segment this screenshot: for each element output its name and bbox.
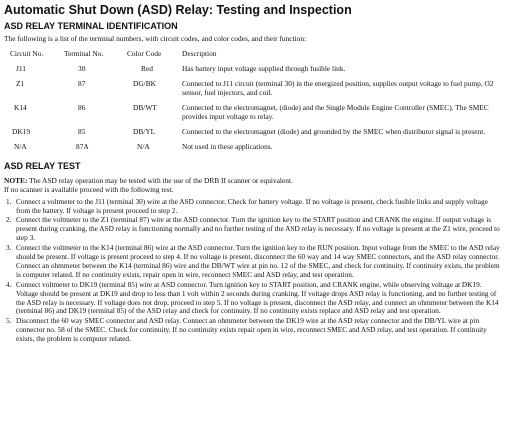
test-steps-list (4, 198, 500, 345)
cell-description: Connected to J11 circuit (terminal 30) in the energized position, supplies output voltage to fuel pump, O2 sensor, fuel injectors, and coil. (182, 79, 494, 98)
table-row (10, 64, 496, 79)
step-text: Connect voltmeter to DK19 (terminal 85) wire at ASD connector. Turn ignition key to START position, and CRANK engine, while observing voltage at DK19. Voltage should be present at DK19 and drop to less than 1 volt within 2 seconds during cranking. If voltage drops ASD relay is functioning, and no further testing of the ASD relay is necessary. If voltage does not drop, proceed to step 5. If no voltage is present, disconnect the ASD relay, and connect an ohmmeter between the K14 (terminal 86) and DK19 (terminal 85) of the ASD relay and check for continuity. If no continuity exists replace and ASD relay and test operation. (16, 279, 499, 316)
cell-description: Has battery input voltage supplied through fusible link. (182, 64, 346, 74)
page-title: Automatic Shut Down (ASD) Relay: Testing and Inspection (4, 3, 352, 17)
terminal-table (10, 49, 496, 157)
note-text: The ASD relay operation may be tested with the use of the DRB II scanner or equivalent. (27, 176, 293, 186)
list-item (4, 216, 500, 243)
cell-circuit: K14 (14, 103, 27, 113)
table-row (10, 127, 496, 142)
step-number: 1. (6, 196, 12, 206)
step-number: 3. (6, 243, 12, 253)
cell-terminal: 86 (78, 103, 86, 113)
cell-terminal: 30 (78, 64, 86, 74)
cell-color: DG/BK (133, 79, 156, 89)
list-item (4, 317, 500, 344)
cell-terminal: 87 (78, 79, 86, 89)
note-label: NOTE: (4, 176, 28, 186)
cell-color: DB/WT (133, 103, 157, 113)
cell-terminal: 85 (78, 127, 86, 137)
column-header-description: Description (182, 49, 217, 59)
column-header-circuit: Circuit No. (10, 49, 44, 59)
cell-circuit: DK19 (12, 127, 31, 137)
column-header-terminal: Terminal No. (64, 49, 104, 59)
cell-description: Not used in these applications. (182, 142, 273, 152)
note-paragraph (4, 176, 500, 185)
cell-terminal: 87A (76, 142, 89, 152)
section-heading-relay-test: ASD RELAY TEST (4, 161, 81, 172)
table-row (10, 103, 496, 127)
cell-circuit: N/A (14, 142, 27, 152)
cell-color: N/A (137, 142, 150, 152)
table-header-row (10, 49, 496, 64)
cell-circuit: J11 (16, 64, 26, 74)
step-text: Connect a voltmeter to the J11 (terminal 30) wire at the ASD connector. Check for battery voltage. If no voltage is present, check fusible links and supply voltage from the battery. If voltage is present proceed to step 2. (16, 196, 488, 215)
list-item (4, 244, 500, 280)
step-text: Disconnect the 60 way SMEC connector and ASD relay. Connect an ohmmeter between the DK19 wire at the ASD relay connector and the DB/YL wire at pin connector no. 58 of the SMEC. Check for continuity. If no continuity exists repair open in wire, reconnect SMEC and ASD relay, and test operation. If continuity exists, the problem is computer related. (16, 316, 487, 344)
table-row (10, 142, 496, 157)
step-text: Connect the voltmeter to the Z1 (terminal 87) wire at the ASD connector. Turn the ignition key to the START position and CRANK the engine. If output voltage is present during cranking, the ASD relay is functioning normally and no further testing of the ASD relay is necessary. If no voltage is present at the Z1 wire, proceed to step 3. (16, 215, 500, 243)
intro-paragraph: The following is a list of the terminal numbers, with circuit codes, and color codes, and their function: (4, 34, 307, 43)
list-item (4, 198, 500, 216)
step-number: 4. (6, 279, 12, 289)
table-row (10, 79, 496, 103)
cell-color: DB/YL (133, 127, 156, 137)
list-item (4, 281, 500, 317)
cell-description: Connected to the electromagnet (diode) and grounded by the SMEC when distributor signal is present. (182, 127, 486, 137)
step-number: 2. (6, 215, 12, 225)
step-text: Connect the voltmeter to the K14 (terminal 86) wire at the ASD connector. Turn the ignition key to the RUN position. Input voltage from the SMEC to the ASD relay should be present. If voltage is present proceed to step 4. If no voltage is present, disconnect the 60 way and 14 way SMEC connectors, and the ASD relay connector. Connect an ohmmeter between the K14 (terminal 86) wire and the DB/WT wire at pin no. 12 of the SMEC, and check for continuity. If continuity exists, the problem is computer related. If no continuity exists, repair open in wire, reconnect SMEC and ASD relay, and test operation. (16, 243, 500, 279)
cell-circuit: Z1 (16, 79, 25, 89)
note-line-2: If no scanner is available proceed with the following test. (4, 185, 174, 195)
cell-color: Red (141, 64, 153, 74)
cell-description: Connected to the electromagnet, (diode) and the Single Module Engine Controller (SMEC). The SMEC provides input voltage to relay. (182, 103, 489, 122)
section-heading-terminal-identification: ASD RELAY TERMINAL IDENTIFICATION (4, 21, 178, 31)
step-number: 5. (6, 316, 12, 326)
column-header-color: Color Code (127, 49, 162, 59)
